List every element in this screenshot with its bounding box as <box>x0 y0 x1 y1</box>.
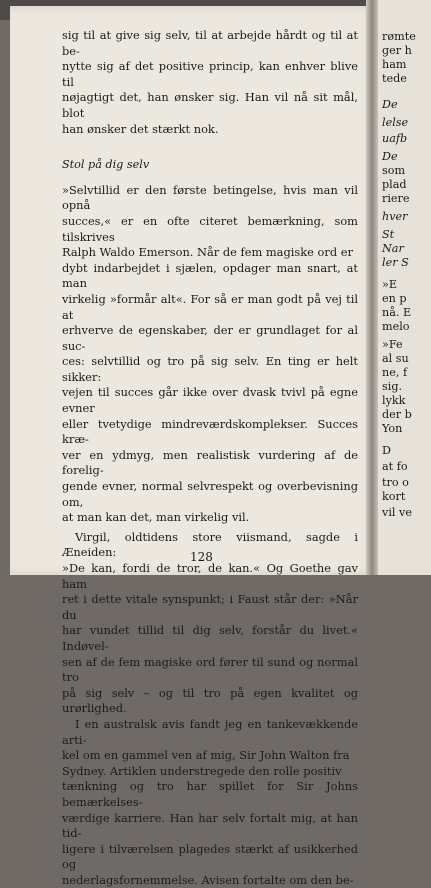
text-line: har vundet tillid til dig selv, forstår du livet.« Indøvel- <box>62 623 358 653</box>
left-page-text <box>62 28 358 888</box>
text-line: på sig selv – og til tro på egen kvalitet og urørlighed. <box>62 685 358 716</box>
text-line: ver en ydmyg, men realistisk vurdering af de forelig- <box>62 447 358 478</box>
text-line: sig til at give sig selv, til at arbejde hårdt og til at be- <box>62 28 358 58</box>
text-line: nytte sig af det positive princip, kan enhver blive til <box>62 59 358 89</box>
text-line: tænkning og tro har spillet for Sir Johns bemærkelses- <box>62 779 358 809</box>
text-line: »De kan, fordi de tror, de kan.« Og Goethe gav ham <box>62 561 358 591</box>
right-page-fragment: at fo <box>382 460 408 473</box>
right-page-fragment: melo <box>382 320 410 333</box>
text-line: nederlagsfornemmelse. Avisen fortalte om den be- <box>62 872 354 887</box>
text-line: ret i dette vitale synspunkt; i Faust står der: »Når du <box>62 592 358 622</box>
right-page-fragment: tro o <box>382 476 409 489</box>
text-line: ces: selvtillid og tro på sig selv. En ting er helt sikker: <box>62 354 358 384</box>
text-line: nøjagtigt det, han ønsker sig. Han vil nå sit mål, blot <box>62 90 358 120</box>
book-gutter <box>366 0 378 575</box>
right-page-fragment: Nar <box>382 242 404 255</box>
text-line: I en australsk avis fandt jeg en tankevækkende arti- <box>62 716 358 747</box>
text-line: værdige karriere. Han har selv fortalt mig, at han tid- <box>62 810 358 841</box>
right-page-fragment: D <box>382 444 391 457</box>
section-heading: Stol på dig selv <box>62 158 150 172</box>
text-line: succes,« er en ofte citeret bemærkning, som tilskrives <box>62 213 358 244</box>
paragraph-1 <box>62 183 358 526</box>
right-page-fragment: lelse <box>382 116 409 129</box>
right-page-fragment: »E <box>382 278 398 291</box>
paragraph-3 <box>62 717 358 888</box>
right-page-fragment: kort <box>382 490 406 503</box>
right-page-fragment: en p <box>382 292 407 305</box>
right-page-fragment: uafb <box>382 132 408 145</box>
text-line: vejen til succes går ikke over dvask tvivl på egne evner <box>62 385 358 416</box>
right-page-fragment: tede <box>382 72 407 85</box>
text-line: erhverve de egenskaber, der er grundlaget for al suc- <box>62 323 358 353</box>
opening-paragraph <box>62 28 358 137</box>
text-line: Sydney. Artiklen understregede den rolle positiv <box>62 763 342 778</box>
text-line: han ønsker det stærkt nok. <box>62 121 219 136</box>
right-page-fragment: riere <box>382 192 410 205</box>
text-line: at man kan det, man virkelig vil. <box>62 510 250 525</box>
right-page-fragment: De <box>382 150 398 163</box>
right-page <box>378 0 431 575</box>
text-line: ligere i tilværelsen plagedes stærkt af usikkerhed og <box>62 841 358 872</box>
right-page-fragment: som <box>382 164 406 177</box>
right-page-fragment: De <box>382 98 398 111</box>
text-line: gende evner, normal selvrespekt og overbevisning om, <box>62 479 358 509</box>
right-page-fragment: ne, f <box>382 366 408 379</box>
right-page-fragment: plad <box>382 178 407 191</box>
right-page-fragment: rømte <box>382 30 416 43</box>
right-page-fragment: vil ve <box>382 506 412 519</box>
text-line: Ralph Waldo Emerson. Når de fem magiske ord er <box>62 245 353 260</box>
right-page-fragment: Yon <box>382 422 403 435</box>
right-page-fragment: ham <box>382 58 407 71</box>
right-page-fragment: der b <box>382 408 412 421</box>
page-number: 128 <box>190 550 213 564</box>
right-page-fragment: lykk <box>382 394 406 407</box>
text-line: kel om en gammel ven af mig, Sir John Walton fra <box>62 748 350 763</box>
right-page-fragment: al su <box>382 352 409 365</box>
right-page-fragment: »Fe <box>382 338 403 351</box>
right-page-fragment: hver <box>382 210 408 223</box>
text-line: sen af de fem magiske ord fører til sund og normal tro <box>62 654 358 685</box>
right-page-fragment: sig. <box>382 380 403 393</box>
right-page-fragment: St <box>382 228 395 241</box>
text-line: dybt indarbejdet i sjælen, opdager man snart, at man <box>62 260 358 291</box>
text-line: »Selvtillid er den første betingelse, hvis man vil opnå <box>62 182 358 213</box>
text-line: Virgil, oldtidens store viismand, sagde i Æneiden: <box>62 529 358 560</box>
right-page-fragment: ger h <box>382 44 412 57</box>
text-line: eller tvetydige mindreværdskomplekser. Succes kræ- <box>62 416 358 447</box>
right-page-fragment: nå. E <box>382 306 412 319</box>
right-page-fragment: ler S <box>382 256 409 269</box>
text-line: virkelig »formår alt«. For så er man godt på vej til at <box>62 291 358 322</box>
